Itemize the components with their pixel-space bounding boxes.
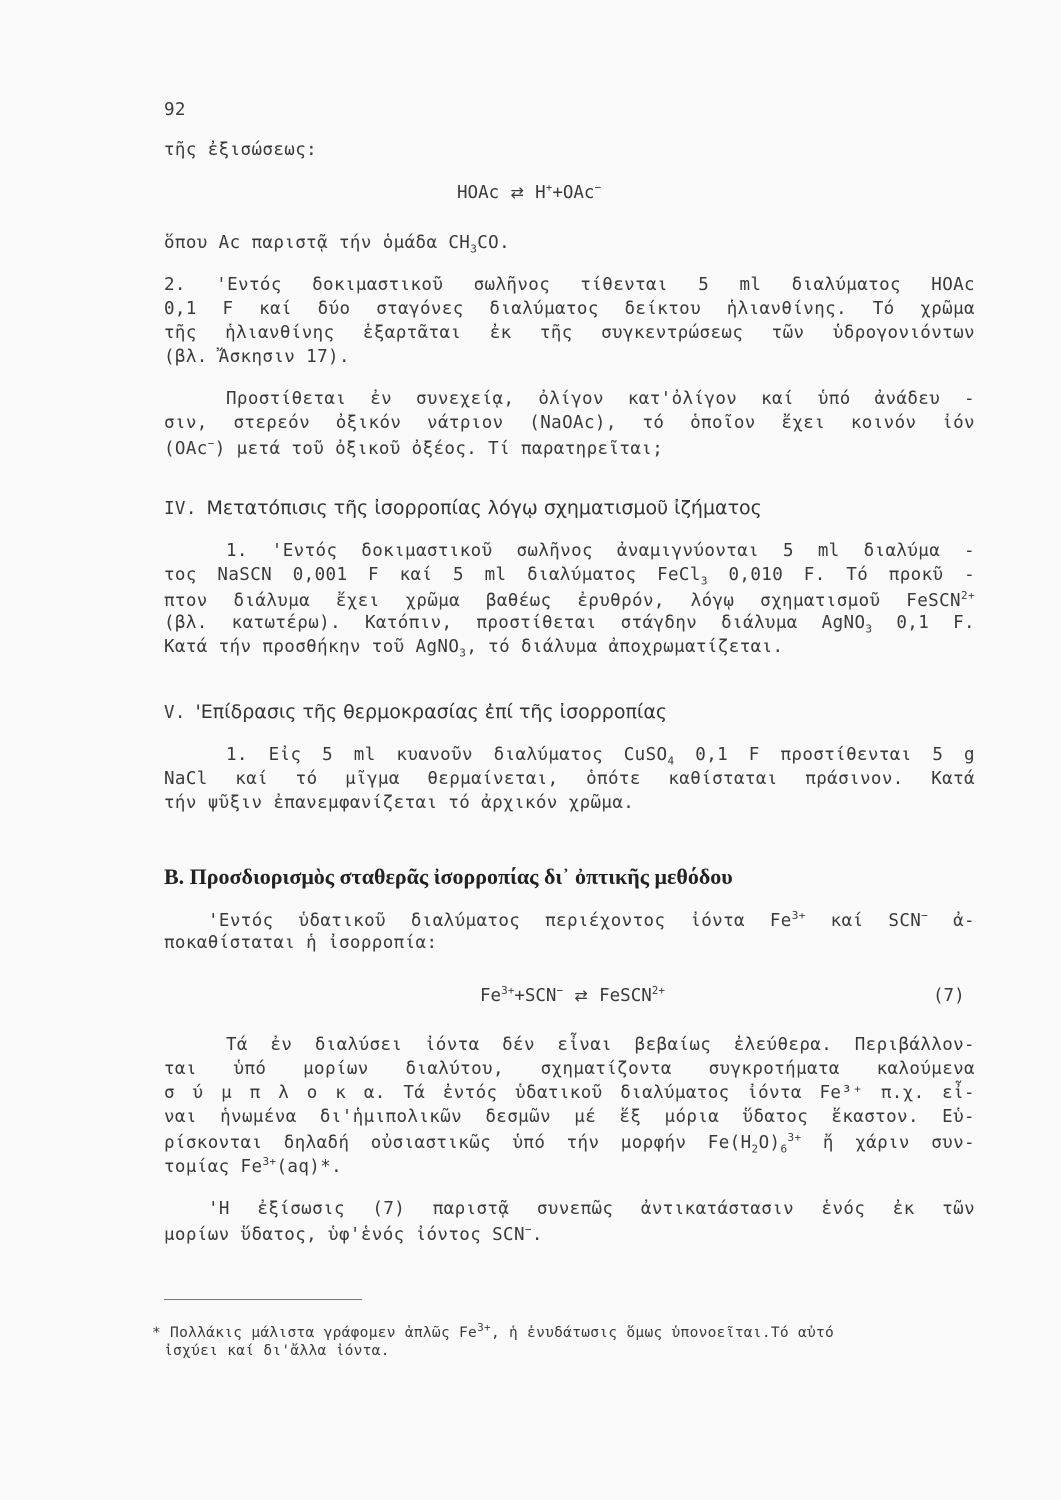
paragraph-b1-line-2: ποκαθίσταται ἡ ἰσορροπία: — [164, 933, 438, 953]
paragraph-3-line-3: (OAc−) μετά τοῦ ὀξικοῦ ὀξέος. Τί παρατηρεῖται; — [164, 437, 664, 459]
paragraph-b3-line-1: 'Η ἐξίσωσις (7) παριστᾷ συνεπῶς ἀντικατάστασιν ἑνός ἐκ τῶν — [208, 1199, 975, 1219]
paragraph-4-line-3: πτον διάλυμα ἔχει χρῶμα βαθέως ἐρυθρόν, λόγῳ σχηματισμοῦ FeSCN$^{2+}$ — [164, 589, 975, 611]
paragraph-b2-line-3: σ ύ μ π λ ο κ α. Τά ἐντός ὑδατικοῦ διαλύματος ἰόντα Fe³⁺ π.χ. εἶ- — [164, 1083, 975, 1103]
equation-number: (7) — [933, 986, 965, 1006]
where-line: ὅπου Ac παριστᾷ τήν ὁμάδα $CH_3CO$. — [164, 233, 511, 256]
section-iv-heading: IV. Μετατόπισις τῆς ἰσορροπίας λόγῳ σχηματισμοῦ ἰζήματος — [164, 497, 762, 519]
paragraph-b2-line-2: ται ὑπό μορίων διαλύτου, σχηματίζοντα συγκροτήματα καλούμενα — [164, 1059, 975, 1079]
footnote-divider — [164, 1299, 362, 1300]
page-number: 92 — [164, 100, 186, 120]
paragraph-2-line-1: 2. 'Εντός δοκιμαστικοῦ σωλῆνος τίθενται 5 ml διαλύματος HOAc — [164, 275, 975, 295]
paragraph-5-line-2: NaCl καί τό μῖγμα θερμαίνεται, ὁπότε καθίσταται πράσινον. Κατά — [164, 769, 975, 789]
paragraph-5-line-3: τήν ψῦξιν ἐπανεμφανίζεται τό ἀρχικόν χρῶμα. — [164, 793, 635, 813]
paragraph-b2-line-6: τομίας $Fe^{3+}(aq)*$. — [164, 1155, 343, 1177]
section-v-heading: V. 'Επίδρασις τῆς θερμοκρασίας ἐπί τῆς ἰσορροπίας — [164, 701, 668, 723]
intro-line: τῆς ἐξισώσεως: — [164, 140, 318, 160]
paragraph-4-line-1: 1. 'Εντός δοκιμαστικοῦ σωλῆνος ἀναμιγνύονται 5 ml διαλύμα - — [226, 541, 975, 561]
paragraph-b1-line-1: 'Εντός ὑδατικοῦ διαλύματος περιέχοντος ἰόντα $Fe^{3+}$ καί SCN− ἀ- — [208, 909, 975, 931]
equation-hoac: HOAc ⇄ H++OAc− — [457, 181, 602, 203]
paragraph-b3-line-2: μορίων ὕδατος, ὑφ'ἑνός ἰόντος SCN−. — [164, 1223, 543, 1245]
paragraph-2-line-4: (βλ. Ἄσκησιν 17). — [164, 347, 350, 367]
paragraph-b2-line-5: ρίσκονται δηλαδή οὐσιαστικῶς ὑπό τήν μορφήν $Fe(H_2O)_6^{3+}$ ἤ χάριν συν- — [164, 1131, 975, 1156]
paragraph-3-line-2: σιν, στερεόν ὀξικόν νάτριον (NaOAc), τό ὁποῖον ἔχει κοινόν ἰόν — [164, 413, 975, 433]
paragraph-4-line-5: Κατά τήν προσθήκην τοῦ AgNO$_3$, τό διάλυμα ἀποχρωματίζεται. — [164, 637, 784, 660]
paragraph-b2-line-1: Τά ἐν διαλύσει ἰόντα δέν εἶναι βεβαίως ἐλεύθερα. Περιβάλλον- — [226, 1035, 975, 1055]
paragraph-5-line-1: 1. Εἰς 5 ml κυανοῦν διαλύματος CuSO$_4$ 0,1 F προστίθενται 5 g — [226, 745, 975, 768]
section-b-heading: Β. Προσδιορισμὸς σταθερᾶς ἰσορροπίας δι᾽ ὀπτικῆς μεθόδου — [164, 864, 733, 889]
footnote-line-2: ἰσχύει καί δι'ἄλλα ἰόντα. — [164, 1343, 390, 1359]
paragraph-4-line-2: τος NaSCN 0,001 F καί 5 ml διαλύματος FeCl$_3$ 0,010 F. Τό προκῦ - — [164, 565, 975, 588]
paragraph-2-line-3: τῆς ἡλιανθίνης ἐξαρτᾶται ἐκ τῆς συγκεντρώσεως τῶν ὑδρογονιόντων — [164, 323, 975, 343]
paragraph-3-line-1: Προστίθεται ἐν συνεχείᾳ, ὀλίγον κατ'ὀλίγον καί ὑπό ἀνάδευ - — [226, 389, 975, 409]
paragraph-4-line-4: (βλ. κατωτέρω). Κατόπιν, προστίθεται στάγδην διάλυμα AgNO$_3$ 0,1 F. — [164, 613, 975, 636]
footnote-line-1: * Πολλάκις μάλιστα γράφομεν ἁπλῶς $Fe^{3+}$, ἡ ἐνυδάτωσις ὅμως ὑπονοεῖται.Τό αὐτό — [152, 1321, 835, 1341]
equation-7: $Fe^{3+}+SCN^-$ ⇄ FeSCN$^{2+}$ — [480, 984, 666, 1006]
paragraph-b2-line-4: ναι ἡνωμένα δι'ἡμιπολικῶν δεσμῶν μέ ἕξ μόρια ὕδατος ἕκαστον. Εὑ- — [164, 1107, 975, 1127]
paragraph-2-line-2: 0,1 F καί δύο σταγόνες διαλύματος δείκτου ἡλιανθίνης. Τό χρῶμα — [164, 299, 975, 319]
